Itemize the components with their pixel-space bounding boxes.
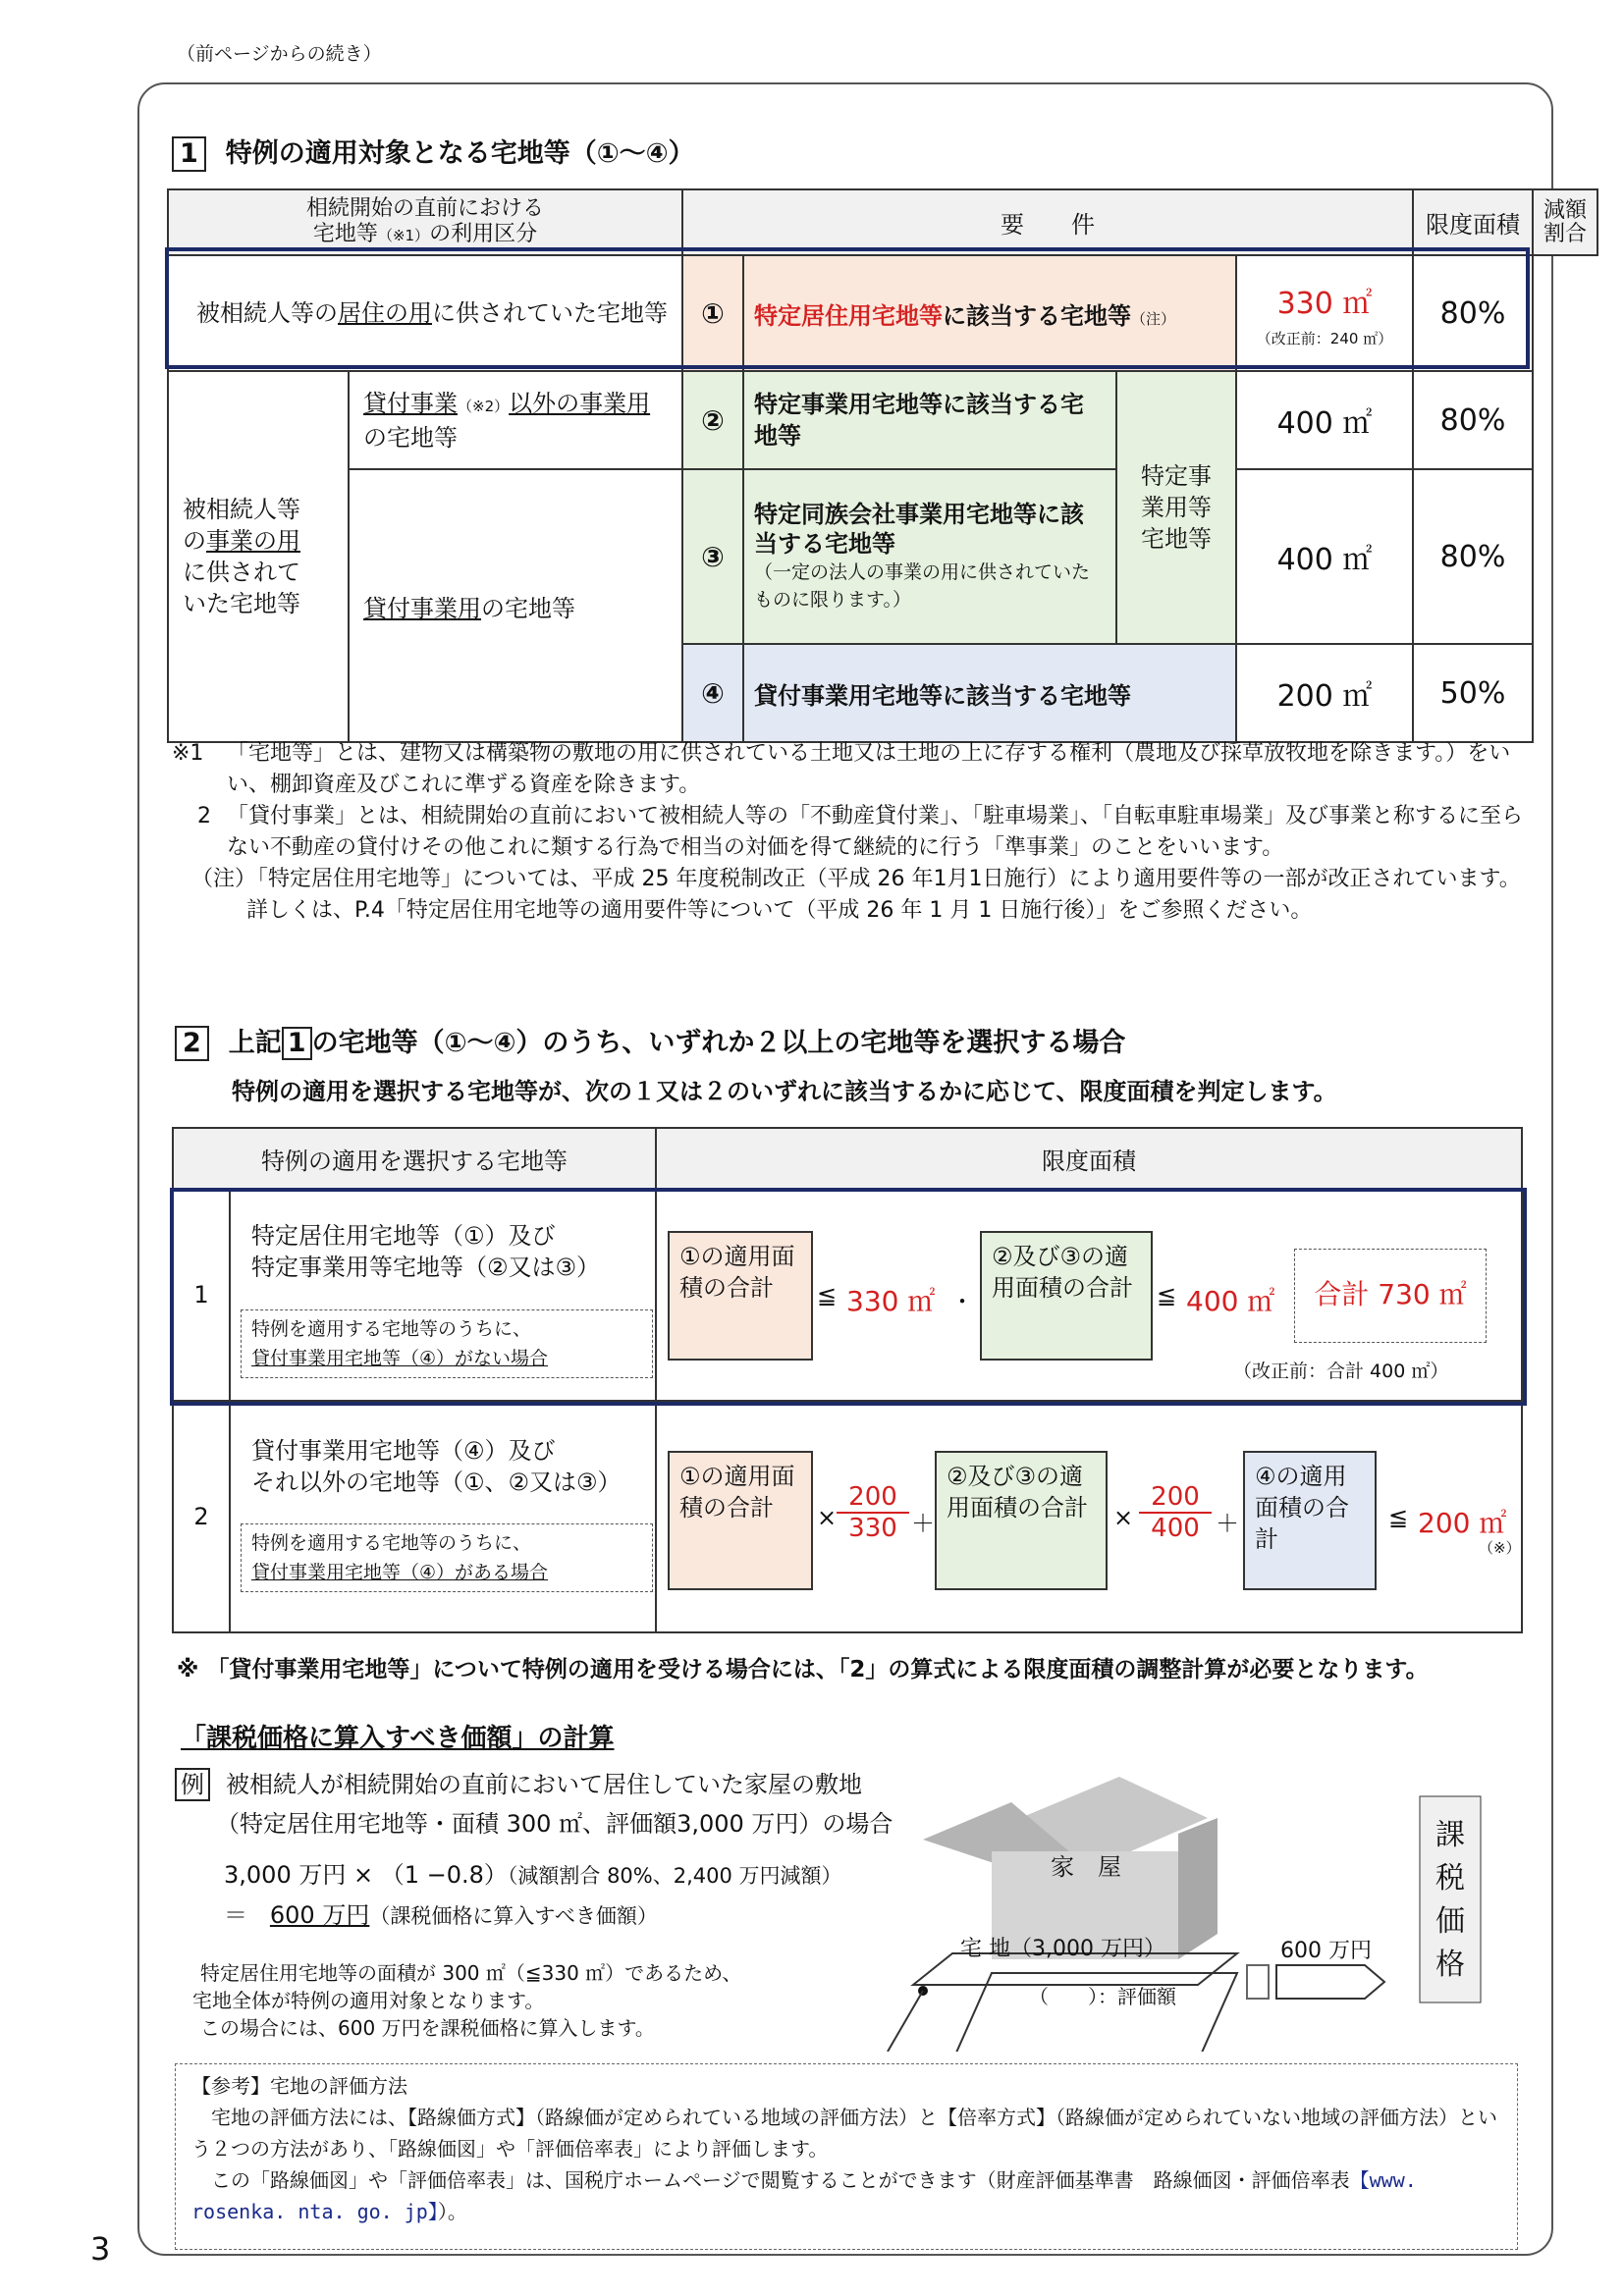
le-sign: ≦ [1157, 1282, 1177, 1309]
requirement-3: 特定同族会社事業用宅地等に該当する宅地等 （一定の法人の事業の用に供されていたものに限ります。） [743, 469, 1116, 644]
reduction-rate-3: 80% [1413, 469, 1533, 644]
rosenka-link[interactable]: 【www. rosenka. nta. go. jp】 [191, 2168, 1417, 2223]
box-area-1-total: ①の適用面積の合計 [668, 1231, 813, 1361]
times-sign: × [1113, 1504, 1134, 1531]
arrow-value: 600 万円 [1280, 1939, 1372, 1963]
limit-area-3: 400 ㎡ [1236, 469, 1413, 644]
house-label: 家 屋 [1051, 1853, 1121, 1881]
box-area-4-total: ④の適用面積の合計 [1243, 1451, 1377, 1590]
le-sign: ≦ [817, 1282, 838, 1309]
highlight-row1-outline [165, 247, 1530, 369]
limit-400: 400 ㎡ [1186, 1285, 1275, 1317]
calc-explanation: 特定居住用宅地等の面積が 300 ㎡（≦330 ㎡）であるため、 宅地全体が特例の適用対象となります。 この場合には、600 万円を課税価格に算入します。 [192, 1961, 742, 2040]
times-sign: × [817, 1504, 838, 1531]
case-number-1: 1 [173, 1189, 230, 1401]
box-area-23-total: ②及び③の適用面積の合計 [980, 1231, 1153, 1361]
requirement-1: 特定居住用宅地等に該当する宅地等（注） [743, 255, 1236, 371]
limit-area-4: 200 ㎡ [1236, 644, 1413, 742]
arrow-shaft-icon [1247, 1965, 1269, 1999]
calc-section-title: 「課税価格に算入すべき価額」の計算 [181, 1724, 615, 1753]
requirement-2: 特定事業用宅地等に該当する宅地等 [743, 371, 1116, 469]
usage-residential: 被相続人等の居住の用に供されていた宅地等 [168, 255, 682, 371]
box-area-1-total-2: ①の適用面積の合計 [668, 1451, 813, 1590]
case2-description: 貸付事業用宅地等（④）及び それ以外の宅地等（①、②又は③） [251, 1437, 622, 1496]
page-number: 3 [90, 2230, 111, 2268]
header-limit-area: 限度面積 [1413, 189, 1533, 255]
separator: ・ [950, 1288, 974, 1315]
case1-description: 特定居住用宅地等（①）及び 特定事業用等宅地等（②又は③） [251, 1222, 601, 1281]
row-number-1: ① [682, 255, 743, 371]
limit-200: 200 ㎡ [1418, 1507, 1507, 1539]
usage-business: 被相続人等 の事業の用 に供されて いた宅地等 [168, 371, 349, 742]
example-text: 例 被相続人が相続開始の直前において居住していた家屋の敷地 （特定居住用宅地等・面積 300 ㎡、評価額3,000 万円）の場合 [175, 1765, 893, 1843]
le-sign: ≦ [1388, 1504, 1409, 1531]
house-side-shape [1178, 1818, 1218, 1959]
row-number-4: ④ [682, 644, 743, 742]
box-area-23-total-2: ②及び③の適用面積の合計 [935, 1451, 1108, 1590]
section2-title: 2 上記 1 の宅地等（①〜④）のうち、いずれか２以上の宅地等を選択する場合 [175, 1021, 1125, 1061]
calc-formula: 3,000 万円 × （1 −0.8）（減額割合 80%、2,400 万円減額） ＝ 600 万円（課税価格に算入すべき価額） [224, 1861, 842, 1929]
reduction-rate-1: 80% [1413, 255, 1533, 371]
header-limit-area: 限度面積 [656, 1128, 1522, 1189]
limit-area-1: 330 ㎡ （改正前：240 ㎡） [1236, 255, 1413, 371]
row-number-2: ② [682, 371, 743, 469]
taxable-value-label: 課税価格 [1435, 1818, 1465, 1982]
section1-number: 1 [172, 136, 206, 172]
plus-sign: ＋ [1216, 1510, 1239, 1537]
usage-non-lending-business: 貸付事業（※2）以外の事業用の宅地等 [349, 371, 682, 469]
notes-block: ※1 「宅地等」とは、建物又は構築物の敷地の用に供されている土地又は土地の上に存する権利（農地及び採草放牧地を除きます。）をいい、棚卸資産及びこれに準ずる資産を除きます。 2 「貸付事業」とは、相続開始の直前において被相続人等の「不動産貸付業」、「駐車場業」、「自転車駐車場業」及び事業と称するに至らない不動産の貸付けその他これに類する行為で相当の対価を得て継続的に行う「準事業」のことをいいます。 （注）「特定居住用宅地等」については、平成 25 年度税制改正（平成 26 年1月1日施行）により適用要件等の一部が改正されています。詳しくは、P.4「特定居住用宅地等の適用要件等について（平成 26 年 1 月 1 日施行後）」をご参照ください。 [172, 741, 1524, 923]
header-selected-land: 特例の適用を選択する宅地等 [173, 1128, 656, 1189]
usage-lending-business: 貸付事業用の宅地等 [349, 469, 682, 742]
group-specific-business: 特定事業用等宅地等 [1116, 371, 1236, 644]
section1-title: 1 特例の適用対象となる宅地等（①〜④） [172, 132, 695, 172]
case1-condition: 特例を適用する宅地等のうちに、 貸付事業用宅地等（④）がない場合 [241, 1309, 653, 1378]
reduction-rate-4: 50% [1413, 644, 1533, 742]
pointer-line [888, 1991, 923, 2052]
note-mark: （※） [1479, 1539, 1521, 1557]
table-header-row: 相続開始の直前における 宅地等（※1）の利用区分 要 件 限度面積 減額 割合 [168, 189, 1597, 255]
old-total-note: （改正前：合計 400 ㎡） [1233, 1361, 1449, 1382]
paren-note: （ ）：評価額 [1029, 1985, 1176, 2008]
section2-subtitle: 特例の適用を選択する宅地等が、次の１又は２のいずれに該当するかに応じて、限度面積を判定します。 [232, 1078, 1337, 1105]
continued-note: （前ページからの続き） [177, 43, 382, 65]
section2-number: 2 [175, 1026, 209, 1061]
adjustment-note: ※ 「貸付事業用宅地等」について特例の適用を受ける場合には、「2」の算式による限度面積の調整計算が必要となります。 [177, 1657, 1429, 1682]
total-730: 合計 730 ㎡ [1294, 1249, 1487, 1343]
limit-330: 330 ㎡ [846, 1285, 936, 1317]
land-label: 宅 地（3,000 万円） [960, 1937, 1165, 1961]
fraction-200-330: $\frac{200}{330}$ [837, 1482, 909, 1543]
reduction-rate-2: 80% [1413, 371, 1533, 469]
arrow-icon [1276, 1965, 1384, 1999]
table-row [168, 469, 1597, 644]
limit-area-2: 400 ㎡ [1236, 371, 1413, 469]
table-row [168, 371, 1597, 469]
row-number-3: ③ [682, 469, 743, 644]
fraction-200-400: $\frac{200}{400}$ [1139, 1482, 1212, 1543]
header-requirement: 要 件 [682, 189, 1413, 255]
requirement-4: 貸付事業用宅地等に該当する宅地等 [743, 644, 1236, 742]
reference-box: 【参考】宅地の評価方法 宅地の評価方法には、【路線価方式】（路線価が定められている地域の評価方法）と【倍率方式】（路線価が定められていない地域の評価方法）という２つの方法があり、「路線価図」や「評価倍率表」により評価します。 この「路線価図」や「評価倍率表」は、国税庁ホームページで閲覧することができます（財産評価基準書 路線価図・評価倍率表【www. rosenka. nta. go. jp】）。 [175, 2063, 1518, 2250]
case2-condition: 特例を適用する宅地等のうちに、 貸付事業用宅地等（④）がある場合 [241, 1523, 653, 1592]
case-number-2: 2 [173, 1401, 230, 1632]
house-land-illustration [884, 1767, 1512, 2052]
plus-sign: ＋ [911, 1510, 935, 1537]
header-reduction-rate: 減額 割合 [1533, 189, 1597, 255]
